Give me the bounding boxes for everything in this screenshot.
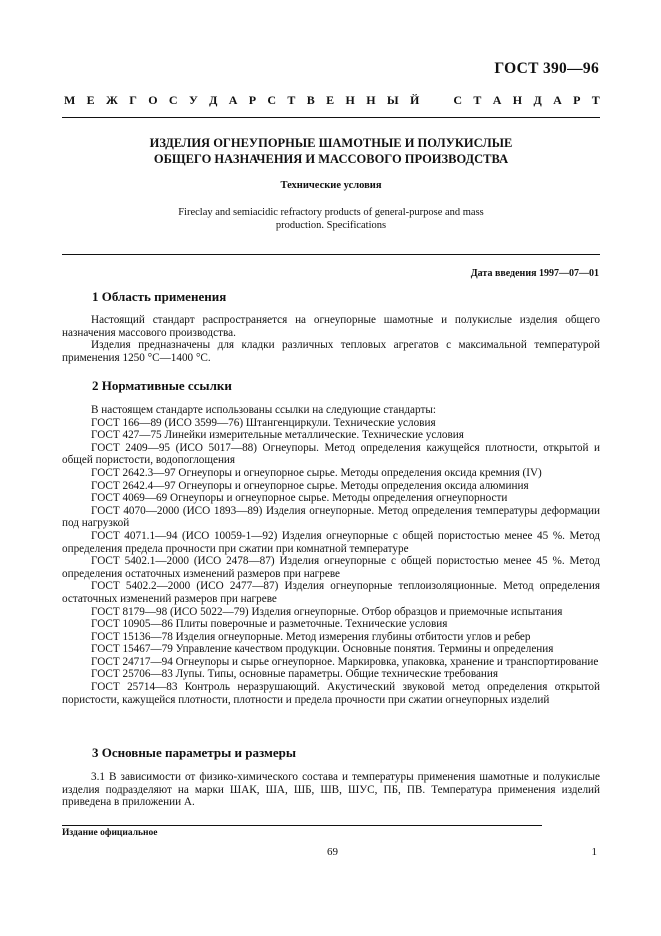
banner-letter: А [553,93,562,107]
banner-letter: С [267,93,277,107]
section-3-heading: 3 Основные параметры и размеры [92,745,297,760]
banner-letter: У [188,93,198,107]
banner-letter: А [492,93,502,107]
banner-letter: Г [129,93,137,107]
title-line-2: ОБЩЕГО НАЗНАЧЕНИЯ И МАССОВОГО ПРОИЗВОДСТВА [153,152,509,166]
header-rule [62,117,600,118]
reference-entry: ГОСТ 4069—69 Огнеупоры и огнеупорное сырье. Методы определения огнеупорности [91,492,508,505]
reference-entry: ГОСТ 10905—86 Плиты поверочные и разметочные. Технические условия [91,618,448,631]
reference-entry: ГОСТ 15467—79 Управление качеством продукции. Основные понятия. Термины и определения [91,643,554,656]
reference-entry: ГОСТ 427—75 Линейки измерительные металлические. Технические условия [91,429,464,442]
banner-letter: Ы [386,93,399,107]
banner-letter: Т [287,93,296,107]
banner-letter: Е [86,93,95,107]
banner-letter: Е [326,93,335,107]
introduction-date: Дата введения 1997—07—01 [470,268,599,279]
banner-letter: Р [573,93,581,107]
banner-letter: В [306,93,315,107]
english-title [62,206,600,232]
banner-letter: Д [209,93,218,107]
reference-entry: ГОСТ 2642.4—97 Огнеупоры и огнеупорное сырье. Методы определения оксида алюминия [91,479,529,492]
paragraph: Изделия предназначены для кладки различных тепловых агрегатов с максимальной температурой применения 1250 °С—1400 °С. [62,339,600,364]
english-title-line-2: production. Specifications [275,220,387,231]
reference-entry: ГОСТ 24717—94 Огнеупоры и сырье огнеупорное. Маркировка, упаковка, хранение и транспортирование [91,655,599,668]
document-title [62,135,600,167]
banner-letter: Ж [106,93,118,107]
banner-letter: С [168,93,178,107]
footer-rule [62,825,542,826]
banner-letter: Н [366,93,376,107]
document-subtitle: Технические условия [280,180,382,191]
reference-entry: ГОСТ 25714—83 Контроль неразрушающий. Акустический звуковой метод определения открытой пористости, кажущейся плотности, плотности и предела прочности при сжатии огнеупорных изделий [62,681,600,706]
reference-entry: ГОСТ 25706—83 Лупы. Типы, основные параметры. Общие технические требования [91,668,499,681]
reference-entry: ГОСТ 15136—78 Изделия огнеупорные. Метод измерения глубины отбитости углов и ребер [91,630,531,643]
title-line-1: ИЗДЕЛИЯ ОГНЕУПОРНЫЕ ШАМОТНЫЕ И ПОЛУКИСЛЫЕ [149,136,513,150]
banner-letter: С [453,93,463,107]
reference-entry: ГОСТ 166—89 (ИСО 3599—76) Штангенциркули. Технические условия [91,416,436,429]
reference-entry: ГОСТ 5402.2—2000 (ИСО 2477—87) Изделия огнеупорные теплоизоляционные. Метод определения остаточных изменений размеров при нагреве [62,580,600,605]
paragraph: В настоящем стандарте использованы ссылки на следующие стандарты: [91,404,436,416]
banner-letter: Н [512,93,523,107]
paragraph: Настоящий стандарт распространяется на огнеупорные шамотные и полукислые изделия общего назначения массового производства. [62,314,600,339]
banner-letter: Д [533,93,542,107]
reference-entry: ГОСТ 2409—95 (ИСО 5017—88) Огнеупоры. Метод определения кажущейся плотности, открытой и общей пористости, водопоглощения [62,441,600,467]
banner-letter: Й [410,93,420,107]
document-code: ГОСТ 390—96 [494,60,599,77]
reference-entry: ГОСТ 8179—98 (ИСО 5022—79) Изделия огнеупорные. Отбор образцов и приемочные испытания [91,605,563,618]
section-2-body [62,404,600,706]
section-1-heading: 1 Область применения [92,289,227,304]
sheet-number: 1 [591,846,597,858]
section-3-body [62,771,600,809]
banner-letter: Т [591,93,600,107]
reference-entry: ГОСТ 4071.1—94 (ИСО 10059-1—92) Изделия огнеупорные с общей пористостью менее 45 %. Метод определения предела прочности при сжатии при комнатной температуре [62,529,600,555]
banner-letter: О [148,93,158,107]
banner-letter: Т [473,93,482,107]
section-2-heading: 2 Нормативные ссылки [92,378,232,393]
paragraph: 3.1 В зависимости от физико-химического состава и температуры применения шамотные и полукислые изделия подразделяют на марки ШАК, ША, ШБ, ШВ, ШУС, ПБ, ПВ. Температура применения изделий приведена в приложении А. [62,771,600,809]
page-number: 69 [327,846,338,858]
section-1-body [62,314,600,364]
edition-label: Издание официальное [62,828,158,838]
reference-entry: ГОСТ 2642.3—97 Огнеупоры и огнеупорное сырье. Методы определения оксида кремния (IV) [91,466,542,479]
reference-entry: ГОСТ 4070—2000 (ИСО 1893—89) Изделия огнеупорные. Метод определения температуры деформации под нагрузкой [62,504,600,530]
interstate-standard-banner [64,93,600,108]
banner-letter: Н [345,93,355,107]
title-rule [62,254,600,255]
banner-letter: Р [248,93,257,107]
english-title-line-1: Fireclay and semiacidic refractory products of general-purpose and mass [178,207,484,218]
banner-letter: А [228,93,238,107]
reference-entry: ГОСТ 5402.1—2000 (ИСО 2478—87) Изделия огнеупорные с общей пористостью менее 45 %. Метод определения остаточных изменений размеров при нагреве [62,555,600,580]
banner-letter: М [64,93,76,107]
